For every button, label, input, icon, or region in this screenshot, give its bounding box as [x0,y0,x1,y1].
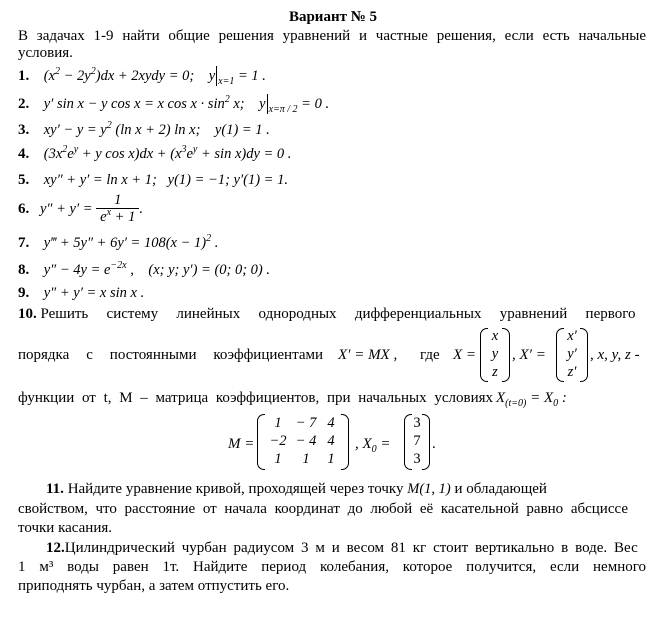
xprime-vector-cell: z′ [567,364,577,380]
problem-8 [18,262,270,279]
m-matrix-cell: 1 [274,415,282,431]
problem-number: 10. [18,306,37,322]
problem-number: 7. [18,235,30,251]
problem-number: 6. [18,200,30,217]
x-vector-cell: y [491,346,499,362]
problem-number: 4. [18,146,30,162]
x0-vector [404,414,430,470]
m-matrix-cell: 1 [327,451,335,467]
x-vector [480,328,510,382]
system-equation: X′ = MX , [338,347,398,363]
problem-11-text-end: и обладающей [454,481,547,497]
xprime-vector [556,328,588,382]
m-matrix-cell: 4 [327,433,335,449]
problem-9 [18,285,144,302]
problem-number: 11. [46,481,64,497]
m-matrix-cell: 4 [327,415,335,431]
xprime-vector-label: , X′ = [512,347,546,363]
equation: y‴ + $5y'' + 6y' = 108(x - 1)^2$ . [43,233,219,251]
problem-6 [18,191,143,227]
equation: y″ + y′ = $\frac{1}{e^x + 1}$ . [40,192,143,225]
matrix-period: . [432,436,436,452]
m-matrix-cell: −2 [269,433,287,449]
x0-vector-cell: 7 [413,433,421,449]
problem-2 [18,94,329,114]
intro-line-2: условия. [18,45,73,61]
problem-number: 8. [18,262,30,278]
problem-12-line-3: приподнять чурбан, а затем отпустить его. [18,578,290,594]
x-vector-cell: z [492,364,498,380]
problem-10-line-2-text: порядка с постоянными коэффициентами [18,347,323,363]
equation: xy″ + y′ = ln x + 1; y(1) = −1; y′(1) = 1. [43,172,288,188]
problem-4 [18,146,291,163]
problem-12-text: Цилиндрический чурбан радиусом 3 м и весом 81 кг стоит вертикально в воде. Вес [64,540,638,556]
problem-10-line-3: функции от t, M – матрица коэффициентов, при начальных условиях [18,390,493,406]
problem-11-line-2: свойством, что расстояние от начала координат до любой её касательной равно абсциссе [18,501,628,517]
problem-11-line-3: точки касания. [18,520,112,536]
intro-line-1: В задачах 1-9 найти общие решения уравнений и частные решения, если есть начальные [18,28,646,44]
x-vector-cell: x [491,328,499,344]
problem-number: 5. [18,172,30,188]
problem-12-line-2: 1 м³ воды равен 1т. Найдите период колебания, которое получится, если немного [18,559,646,575]
problem-10-line-1 [18,306,646,323]
problem-7 [18,235,218,252]
xprime-vector-cell: y′ [567,346,577,362]
variables-tail: , x, y, z - [590,347,640,363]
problem-12-line-1 [46,540,646,557]
m-matrix-cell: − 4 [295,433,317,449]
x0-vector-label: , $X_0$ = [355,436,391,455]
initial-condition: $X_{(t=0)} = X_0$ : [496,390,567,409]
problem-11-text: Найдите уравнение кривой, проходящей через точку [67,481,404,497]
problem-10-text: Решить систему линейных однородных дифференциальных уравнений первого [40,306,636,322]
x0-vector-cell: 3 [413,415,421,431]
xprime-vector-cell: x′ [567,328,577,344]
equation: $y'' - 4y = e^{-2x}$ , (x; y; y′) = (0; 0; 0) . [43,260,271,278]
x-vector-label: X = [453,347,477,363]
m-matrix [257,414,349,470]
page-title: Вариант № 5 [288,9,378,25]
m-matrix-cell: 1 [302,451,310,467]
m-matrix-cell: 1 [274,451,282,467]
point-label: M(1, 1) [407,481,451,497]
equation: ($3x^2e^y + y$ $\cos x)dx + (x^3e^y + \sin x)dy = 0$ . [43,144,292,162]
problem-number: 1. [18,68,30,84]
equation: $xy' - y = y^2$ (ln x + 2) ln x; y(1) = 1 . [43,120,270,138]
problem-number: 2. [18,96,30,112]
problem-3 [18,122,270,139]
equation: $(x^2 - 2y^2)dx$ + 2xydy = 0; y $_{x=1}$ = 1 . [43,66,266,87]
problem-number: 12. [46,540,65,556]
problem-11-line-1 [46,481,547,498]
x0-vector-cell: 3 [413,451,421,467]
problem-number: 9. [18,285,30,301]
problem-5 [18,172,288,189]
problem-number: 3. [18,122,30,138]
m-matrix-label: M = [228,436,255,452]
equation: y′ sin x − y cos x = x $\cos x \cdot \sin^2 x$; y $_{x=\pi / 2}$ = 0 . [43,94,330,115]
m-matrix-cell: − 7 [295,415,317,431]
problem-1 [18,66,266,86]
equation: y″ + y′ = x sin x . [43,285,145,301]
where-word: где [420,347,440,363]
